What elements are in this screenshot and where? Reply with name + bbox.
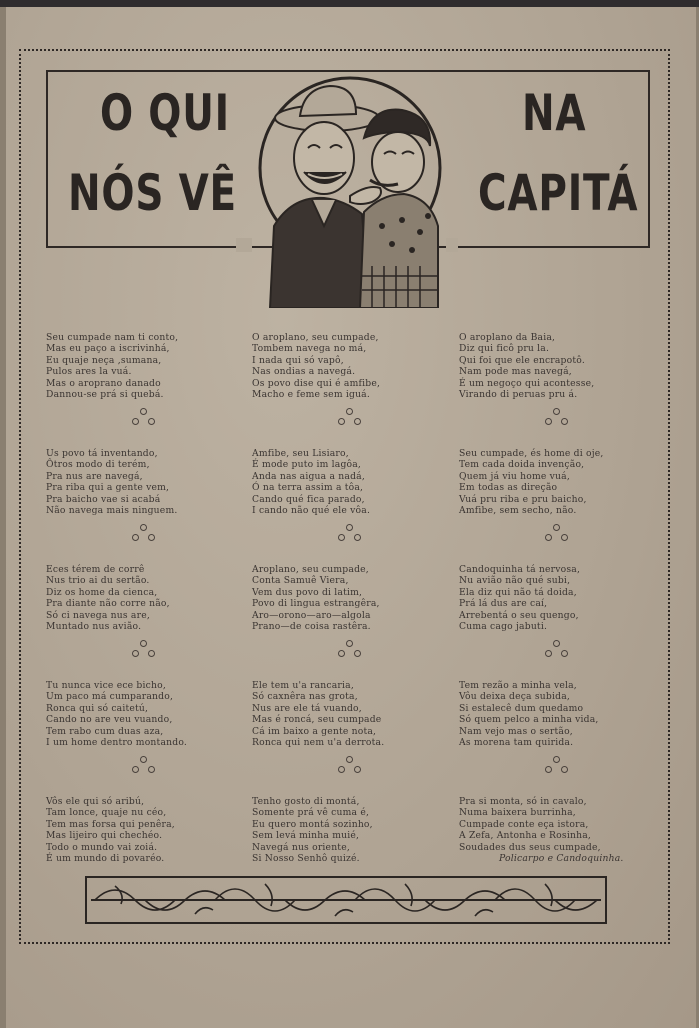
poem-line: Não navega mais ninguem.: [46, 505, 178, 517]
stanza: [252, 680, 442, 796]
poem-line: Mas lijeiro qui chechéo.: [46, 830, 163, 842]
stanza: [46, 332, 236, 448]
stanza: [46, 680, 236, 796]
poem-line: Diz os home da cienca,: [46, 586, 158, 598]
title-right-bottom: CAPITÁ: [478, 164, 639, 222]
poem-line: Cumpade conte eça istora,: [459, 818, 589, 830]
stanza-separator: [334, 640, 364, 662]
stanza-separator: [541, 524, 571, 546]
poem-line: Cando no are veu vuando,: [46, 714, 173, 726]
signature-line: Policarpo e Candoquinha.: [499, 853, 624, 865]
poem-line: Prá lá dus are caí,: [459, 598, 548, 610]
poem-line: Pra diante não corre não,: [46, 598, 170, 610]
poem-line: Em todas as direção: [459, 482, 558, 494]
poem-line: Ôtros modo di terém,: [46, 459, 150, 471]
poem-line: O aroplano, seu cumpade,: [252, 332, 379, 343]
poem-line: Prano—de coisa rastêra.: [252, 621, 371, 633]
poem-line: Virando di peruas pru á.: [459, 389, 578, 401]
stanza-separator: [541, 408, 571, 430]
poem-line: Nus trio ai du sertão.: [46, 575, 150, 587]
stanza-separator: [334, 408, 364, 430]
poem-line: Povo di lingua estrangêra,: [252, 598, 380, 610]
stanza-separator: [334, 756, 364, 778]
poem-line: Mas eu paço a iscrivinhá,: [46, 343, 170, 355]
poem-line: Mas é roncá, seu cumpade: [252, 714, 382, 726]
poem-line: Soudades dus seus cumpade,: [459, 841, 601, 853]
poem-line: Todo o mundo vai zoiá.: [46, 841, 158, 853]
poem-line: A Zefa, Antonha e Rosinha,: [459, 830, 591, 842]
poem-line: Vôu deixa deça subida,: [459, 691, 570, 703]
poem-line: I cando não qué ele vôa.: [252, 505, 371, 517]
poem-line: Cá im baixo a gente nota,: [252, 725, 377, 737]
stanza: [252, 564, 442, 680]
title-left-top: O QUI: [100, 84, 230, 142]
poem-line: As morena tam quirida.: [459, 737, 574, 749]
poem-line: O aroplano da Baia,: [459, 332, 556, 343]
stanza: [459, 680, 649, 796]
poem-line: Diz qui ficô pru la.: [459, 343, 550, 355]
poem-line: Cuma cago jabuti.: [459, 621, 548, 633]
poem-line: Si Nosso Senhô quizé.: [252, 853, 360, 865]
poem-line: Amfibe, sem secho, não.: [459, 505, 577, 517]
stanza: [459, 564, 649, 680]
poem-line: Nas ondias a navegá.: [252, 366, 356, 378]
poem-line: Pulos ares la vuá.: [46, 366, 132, 378]
poem-line: Qui foi que ele encrapotô.: [459, 354, 585, 366]
poem-line: Tam lonce, quaje nu céo,: [46, 807, 167, 819]
stanza-separator: [128, 756, 158, 778]
stanza: [252, 448, 442, 564]
poem-line: Ronca qui nem u'a derrota.: [252, 737, 385, 749]
stanza: [46, 564, 236, 680]
frame-gap: [236, 238, 252, 252]
poem-line: Pra baicho vae si acabá: [46, 493, 161, 505]
poem-line: Mas o aroprano danado: [46, 377, 161, 389]
caricature-couple-illustration: [252, 76, 448, 308]
poem-line: Tem rezão a minha vela,: [459, 680, 577, 691]
poem-line: Ó na terra assim a tôa,: [252, 482, 364, 494]
poem-line: Seu cumpade, és home di oje,: [459, 448, 604, 459]
poem-line: Conta Samuê Viera,: [252, 575, 349, 587]
poem-line: Tem mas forsa qui penêra,: [46, 818, 175, 830]
poem-line: Pra si monta, só in cavalo,: [459, 796, 587, 807]
poem-line: Us povo tá inventando,: [46, 448, 158, 459]
stanza: [252, 332, 442, 448]
poem-line: Tem rabo cum duas aza,: [46, 725, 164, 737]
title-right-top: NA: [522, 84, 587, 142]
poem-line: Pra nus are navegá,: [46, 470, 143, 482]
poem-line: Nus are ele tá vuando,: [252, 702, 362, 714]
poem-line: É um mundo di povaréo.: [46, 853, 165, 865]
poem-line: É um negoço qui acontesse,: [459, 377, 595, 389]
poem-line: Anda nas aigua a nadá,: [252, 470, 365, 482]
poem-line: I um home dentro montando.: [46, 737, 188, 749]
poem-line: Vôs ele qui só aribú,: [46, 796, 145, 807]
stanza-separator: [334, 524, 364, 546]
poem-line: Nu avião não qué subi,: [459, 575, 571, 587]
stanza: [459, 332, 649, 448]
poem-line: Navegá nus oriente,: [252, 841, 350, 853]
poem-line: Pra riba qui a gente vem,: [46, 482, 170, 494]
poem-line: Quem já viu home vuá,: [459, 470, 570, 482]
poem-line: Si estalecê dum quedamo: [459, 702, 584, 714]
poem-line: Amfibe, seu Lisiaro,: [252, 448, 349, 459]
stanza: [46, 448, 236, 564]
poem-line: Cando qué fica parado,: [252, 493, 365, 505]
poem-line: Numa baixera burrinha,: [459, 807, 576, 819]
poem-line: Eu quero montá sozinho,: [252, 818, 373, 830]
poem-line: Tenho gosto di montá,: [252, 796, 360, 807]
scan-top-edge: [0, 0, 699, 7]
poem-line: Sem levá minha muié,: [252, 830, 360, 842]
poem-line: Aro—orono—aro—algola: [252, 609, 371, 621]
title-left-bottom: NÓS VÊ: [68, 164, 237, 222]
stanza-separator: [128, 408, 158, 430]
poem-line: Nam pode mas navegá,: [459, 366, 572, 378]
poem-line: Um paco má cumparando,: [46, 691, 174, 703]
poem-line: Eu quaje neça ,sumana,: [46, 354, 162, 366]
stanza: [459, 448, 649, 564]
poem-line: Eces térem de corrê: [46, 564, 145, 575]
poem-line: Os povo dise qui é amfibe,: [252, 377, 381, 389]
poem-line: Nam vejo mas o sertão,: [459, 725, 573, 737]
poem-line: Só ci navega nus are,: [46, 609, 150, 621]
poem-column-1: [46, 332, 236, 912]
poem-line: Macho e feme sem iguá.: [252, 389, 370, 401]
poem-line: Tu nunca vice ece bicho,: [46, 680, 166, 691]
poem-line: Vuá pru riba e pru baicho,: [459, 493, 587, 505]
poem-line: Seu cumpade nam ti conto,: [46, 332, 179, 343]
poem-line: Tem cada doida invenção,: [459, 459, 585, 471]
poem-line: Ela diz qui não tá doida,: [459, 586, 577, 598]
stanza-separator: [128, 640, 158, 662]
poem-line: Tombem navega no má,: [252, 343, 367, 355]
poem-line: Dannou-se prá si quebá.: [46, 389, 164, 401]
poem-column-2: [252, 332, 442, 912]
poem-line: Somente prá vê cuma é,: [252, 807, 370, 819]
stanza-separator: [541, 756, 571, 778]
poem-column-3: [459, 332, 649, 912]
stanza-separator: [541, 640, 571, 662]
poem-line: Aroplano, seu cumpade,: [252, 564, 369, 575]
poem-line: I nada qui só vapô,: [252, 354, 344, 366]
poem-line: Só quem pelco a minha vida,: [459, 714, 599, 726]
poem-line: Candoquinha tá nervosa,: [459, 564, 581, 575]
poem-line: Arrebentá o seu quengo,: [459, 609, 579, 621]
poem-line: Vem dus povo di latim,: [252, 586, 363, 598]
poem-line: Ronca qui só caitetú,: [46, 702, 149, 714]
poem-line: É mode puto im lagôa,: [252, 459, 362, 471]
poem-line: Ele tem u'a rancaria,: [252, 680, 354, 691]
poem-line: Muntado nus avião.: [46, 621, 142, 633]
poem-line: Só caxnêra nas grota,: [252, 691, 358, 703]
decorative-vine-border: [85, 876, 607, 924]
stanza-separator: [128, 524, 158, 546]
